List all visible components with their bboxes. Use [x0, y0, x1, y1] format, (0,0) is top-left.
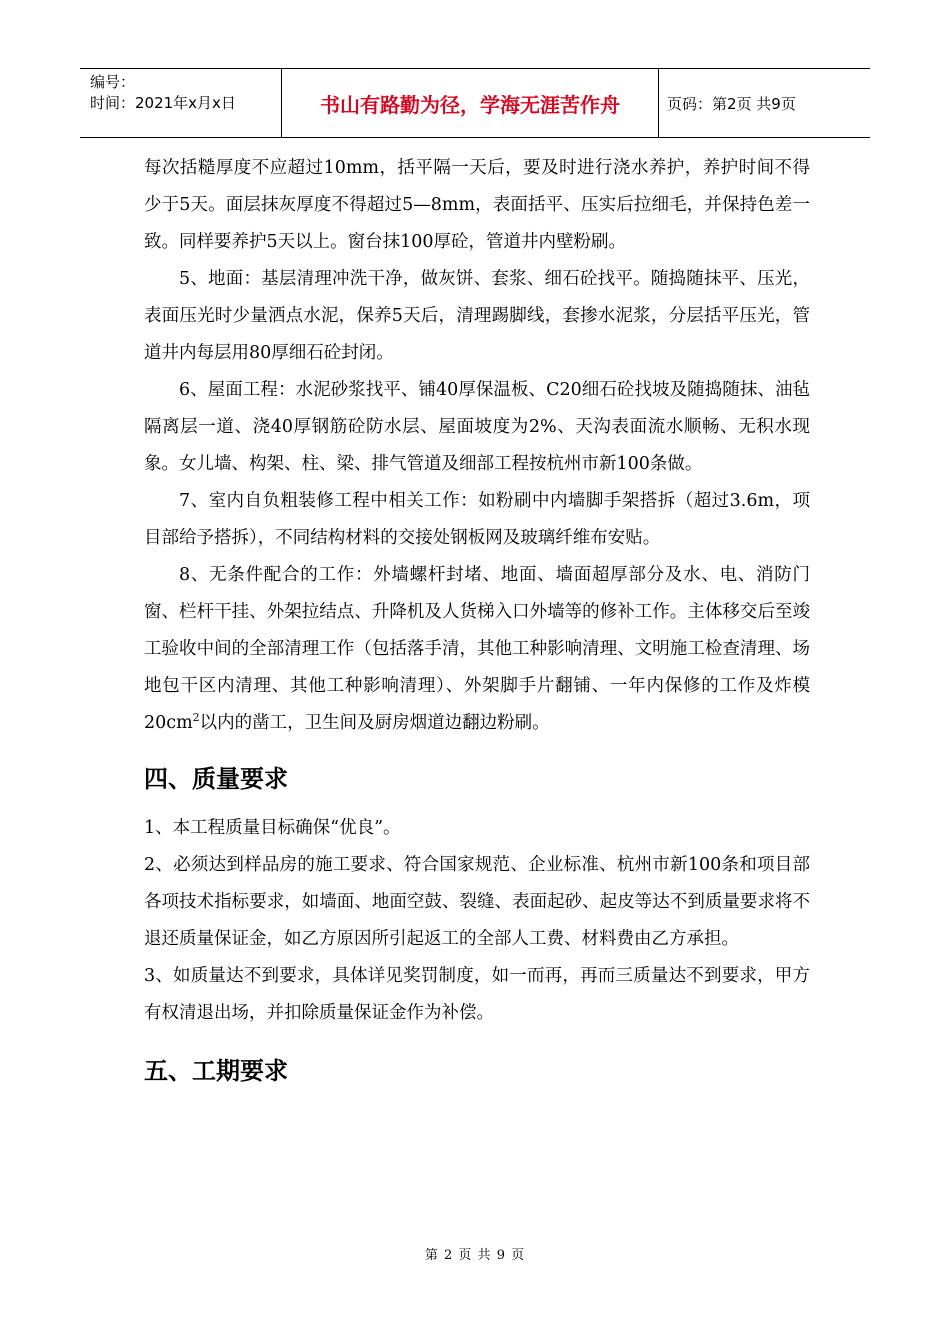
- document-time-label: 时间：2021年x月x日: [90, 94, 236, 112]
- quality-item-2: 2、必须达到样品房的施工要求、符合国家规范、企业标准、杭州市新100条和项目部各项技术指标要求，如墙面、地面空鼓、裂缝、表面起砂、起皮等达不到质量要求将不退还质量保证金，如乙方原因所引起返工的全部人工费、材料费由乙方承担。: [144, 855, 810, 949]
- header-page-info: 页码：第2页 共9页: [667, 94, 796, 113]
- page-header: [80, 68, 870, 138]
- quality-item-1: 1、本工程质量目标确保“优良”。: [144, 818, 401, 838]
- quality-item-3: 3、如质量达不到要求，具体详见奖罚制度，如一而再，再而三质量达不到要求，甲方有权清退出场，并扣除质量保证金作为补偿。: [144, 966, 810, 1023]
- section-heading-quality: 四、质量要求: [144, 765, 288, 793]
- header-meta: [80, 69, 282, 137]
- document-number-label: 编号：: [90, 73, 136, 91]
- paragraph-cooperation-work: [144, 557, 810, 742]
- page-footer: 第 2 页 共 9 页: [424, 1248, 526, 1263]
- paragraph-interior-work: 7、室内自负粗装修工程中相关工作：如粉刷中内墙脚手架搭拆（超过3.6m，项目部给予搭拆），不同结构材料的交接处钢板网及玻璃纤维布安贴。: [144, 491, 810, 548]
- section-heading-schedule: 五、工期要求: [144, 1057, 288, 1085]
- paragraph-roof: 6、屋面工程：水泥砂浆找平、铺40厚保温板、C20细石砼找坡及随捣随抹、油毡隔离层一道、浇40厚钢筋砼防水层、屋面坡度为2%、天沟表面流水顺畅、无积水现象。女儿墙、构架、柱、梁、排气管道及细部工程按杭州市新100条做。: [144, 380, 810, 474]
- document-body: [144, 150, 810, 1086]
- cooperation-text-b: 以内的凿工，卫生间及厨房烟道边翻边粉刷。: [199, 713, 550, 733]
- cooperation-text-a: 8、无条件配合的工作：外墙螺杆封堵、地面、墙面超厚部分及水、电、消防门窗、栏杆干挂、外架拉结点、升降机及人货梯入口外墙等的修补工作。主体移交后至竣工验收中间的全部清理工作（包括落手清，其他工种影响清理、文明施工检查清理、场地包干区内清理、其他工种影响清理）、外架脚手片翻铺、一年内保修的工作及炸模20cm: [144, 565, 810, 733]
- superscript-two: 2: [192, 711, 200, 725]
- paragraph-floor: 5、地面：基层清理冲洗干净，做灰饼、套浆、细石砼找平。随捣随抹平、压光，表面压光时少量洒点水泥，保养5天后，清理踢脚线，套掺水泥浆，分层括平压光，管道井内每层用80厚细石砼封闭。: [144, 269, 810, 363]
- paragraph-plastering: 每次括糙厚度不应超过10mm，括平隔一天后，要及时进行浇水养护，养护时间不得少于5天。面层抹灰厚度不得超过5—8mm，表面括平、压实后拉细毛，并保持色差一致。同样要养护5天以上。窗台抹100厚砼，管道井内壁粉刷。: [144, 158, 810, 252]
- header-motto: 书山有路勤为径，学海无涯苦作舟: [282, 69, 659, 137]
